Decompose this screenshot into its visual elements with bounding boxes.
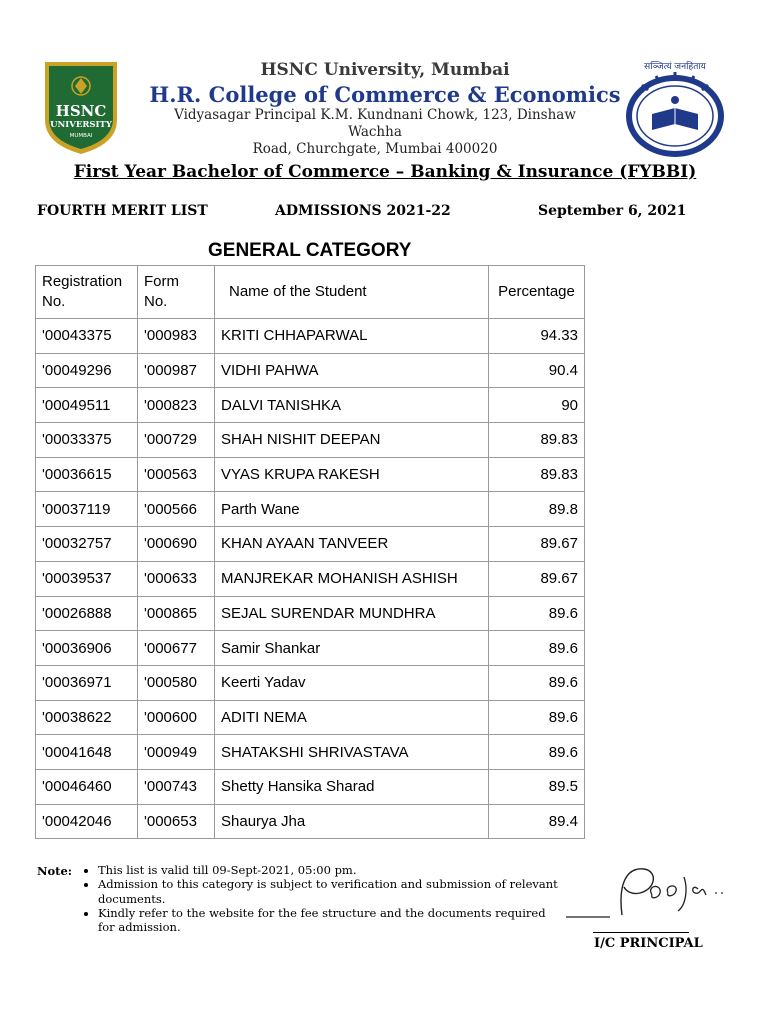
signature-line [593, 932, 689, 933]
student-name-cell: Keerti Yadav [215, 665, 489, 700]
percentage-cell: 89.6 [489, 596, 585, 631]
student-name-cell: Shaurya Jha [215, 804, 489, 839]
table-row [36, 319, 585, 354]
college-name: H.R. College of Commerce & Economics [149, 82, 621, 107]
registration-no-cell: '00036971 [36, 665, 138, 700]
registration-no-cell: '00036906 [36, 631, 138, 666]
table-body [36, 319, 585, 839]
table-row [36, 735, 585, 770]
header-registration-no: Registration No. [36, 266, 138, 319]
svg-text:HSNC: HSNC [55, 102, 107, 120]
table-row [36, 353, 585, 388]
form-no-cell: '000983 [138, 319, 215, 354]
percentage-cell: 89.67 [489, 527, 585, 562]
student-name-cell: SHAH NISHIT DEEPAN [215, 423, 489, 458]
table-header-row [36, 266, 585, 319]
table-row [36, 596, 585, 631]
address-line-2: Road, Churchgate, Mumbai 400020 [252, 141, 498, 157]
registration-no-cell: '00039537 [36, 561, 138, 596]
percentage-cell: 89.83 [489, 423, 585, 458]
form-no-cell: '000743 [138, 769, 215, 804]
table-row [36, 561, 585, 596]
category-heading: GENERAL CATEGORY [208, 240, 412, 261]
form-no-cell: '000865 [138, 596, 215, 631]
admissions-year: ADMISSIONS 2021-22 [275, 203, 451, 219]
registration-no-cell: '00043375 [36, 319, 138, 354]
form-no-cell: '000677 [138, 631, 215, 666]
svg-text:UNIVERSITY: UNIVERSITY [50, 120, 112, 130]
principal-signature [566, 855, 736, 925]
student-name-cell: Parth Wane [215, 492, 489, 527]
registration-no-cell: '00032757 [36, 527, 138, 562]
percentage-cell: 89.6 [489, 665, 585, 700]
form-no-cell: '000949 [138, 735, 215, 770]
form-no-cell: '000580 [138, 665, 215, 700]
percentage-cell: 89.8 [489, 492, 585, 527]
registration-no-cell: '00049296 [36, 353, 138, 388]
registration-no-cell: '00042046 [36, 804, 138, 839]
form-no-cell: '000566 [138, 492, 215, 527]
percentage-cell: 89.83 [489, 457, 585, 492]
percentage-cell: 89.67 [489, 561, 585, 596]
table-row [36, 804, 585, 839]
student-name-cell: MANJREKAR MOHANISH ASHISH [215, 561, 489, 596]
percentage-cell: 90.4 [489, 353, 585, 388]
registration-no-cell: '00049511 [36, 388, 138, 423]
header-percentage: Percentage [489, 266, 585, 319]
student-name-cell: SHATAKSHI SHRIVASTAVA [215, 735, 489, 770]
form-no-cell: '000600 [138, 700, 215, 735]
student-name-cell: VIDHI PAHWA [215, 353, 489, 388]
university-name: HSNC University, Mumbai [260, 60, 510, 80]
college-address [150, 107, 600, 158]
table-row [36, 665, 585, 700]
header-student-name: Name of the Student [215, 266, 489, 319]
svg-text:MUMBAI: MUMBAI [69, 133, 93, 139]
header-form-no: Form No. [138, 266, 215, 319]
form-no-cell: '000690 [138, 527, 215, 562]
percentage-cell: 89.4 [489, 804, 585, 839]
student-name-cell: VYAS KRUPA RAKESH [215, 457, 489, 492]
table-row [36, 700, 585, 735]
form-no-cell: '000987 [138, 353, 215, 388]
list-date: September 6, 2021 [538, 203, 687, 219]
form-no-cell: '000729 [138, 423, 215, 458]
student-name-cell: Shetty Hansika Sharad [215, 769, 489, 804]
form-no-cell: '000633 [138, 561, 215, 596]
notes-list [84, 863, 558, 934]
table-row [36, 527, 585, 562]
note-item: • This list is valid till 09-Sept-2021, 05:00 pm. [98, 863, 558, 877]
registration-no-cell: '00026888 [36, 596, 138, 631]
percentage-cell: 89.6 [489, 700, 585, 735]
note-label: Note: [37, 864, 73, 878]
student-name-cell: KRITI CHHAPARWAL [215, 319, 489, 354]
svg-text:सञ्जित्यं जनहिताय: सञ्जित्यं जनहिताय [644, 62, 706, 72]
form-no-cell: '000653 [138, 804, 215, 839]
principal-title: I/C PRINCIPAL [594, 936, 703, 951]
merit-table [35, 265, 585, 839]
percentage-cell: 89.5 [489, 769, 585, 804]
student-name-cell: KHAN AYAAN TANVEER [215, 527, 489, 562]
percentage-cell: 89.6 [489, 631, 585, 666]
student-name-cell: ADITI NEMA [215, 700, 489, 735]
registration-no-cell: '00037119 [36, 492, 138, 527]
table-row [36, 631, 585, 666]
table-row [36, 423, 585, 458]
form-no-cell: '000563 [138, 457, 215, 492]
registration-no-cell: '00041648 [36, 735, 138, 770]
table-row [36, 457, 585, 492]
student-name-cell: SEJAL SURENDAR MUNDHRA [215, 596, 489, 631]
percentage-cell: 89.6 [489, 735, 585, 770]
registration-no-cell: '00033375 [36, 423, 138, 458]
percentage-cell: 90 [489, 388, 585, 423]
registration-no-cell: '00036615 [36, 457, 138, 492]
note-item: • Kindly refer to the website for the fee structure and the documents required for admission. [98, 906, 558, 935]
table-row [36, 388, 585, 423]
student-name-cell: DALVI TANISHKA [215, 388, 489, 423]
registration-no-cell: '00046460 [36, 769, 138, 804]
student-name-cell: Samir Shankar [215, 631, 489, 666]
address-line-1: Vidyasagar Principal K.M. Kundnani Chowk, 123, Dinshaw Wachha [174, 107, 576, 140]
table-row [36, 492, 585, 527]
course-title: First Year Bachelor of Commerce – Banking & Insurance (FYBBI) [73, 162, 697, 182]
form-no-cell: '000823 [138, 388, 215, 423]
percentage-cell: 94.33 [489, 319, 585, 354]
merit-list-name: FOURTH MERIT LIST [37, 203, 208, 219]
note-item: • Admission to this category is subject to verification and submission of relevant documents. [98, 877, 558, 906]
table-row [36, 769, 585, 804]
registration-no-cell: '00038622 [36, 700, 138, 735]
